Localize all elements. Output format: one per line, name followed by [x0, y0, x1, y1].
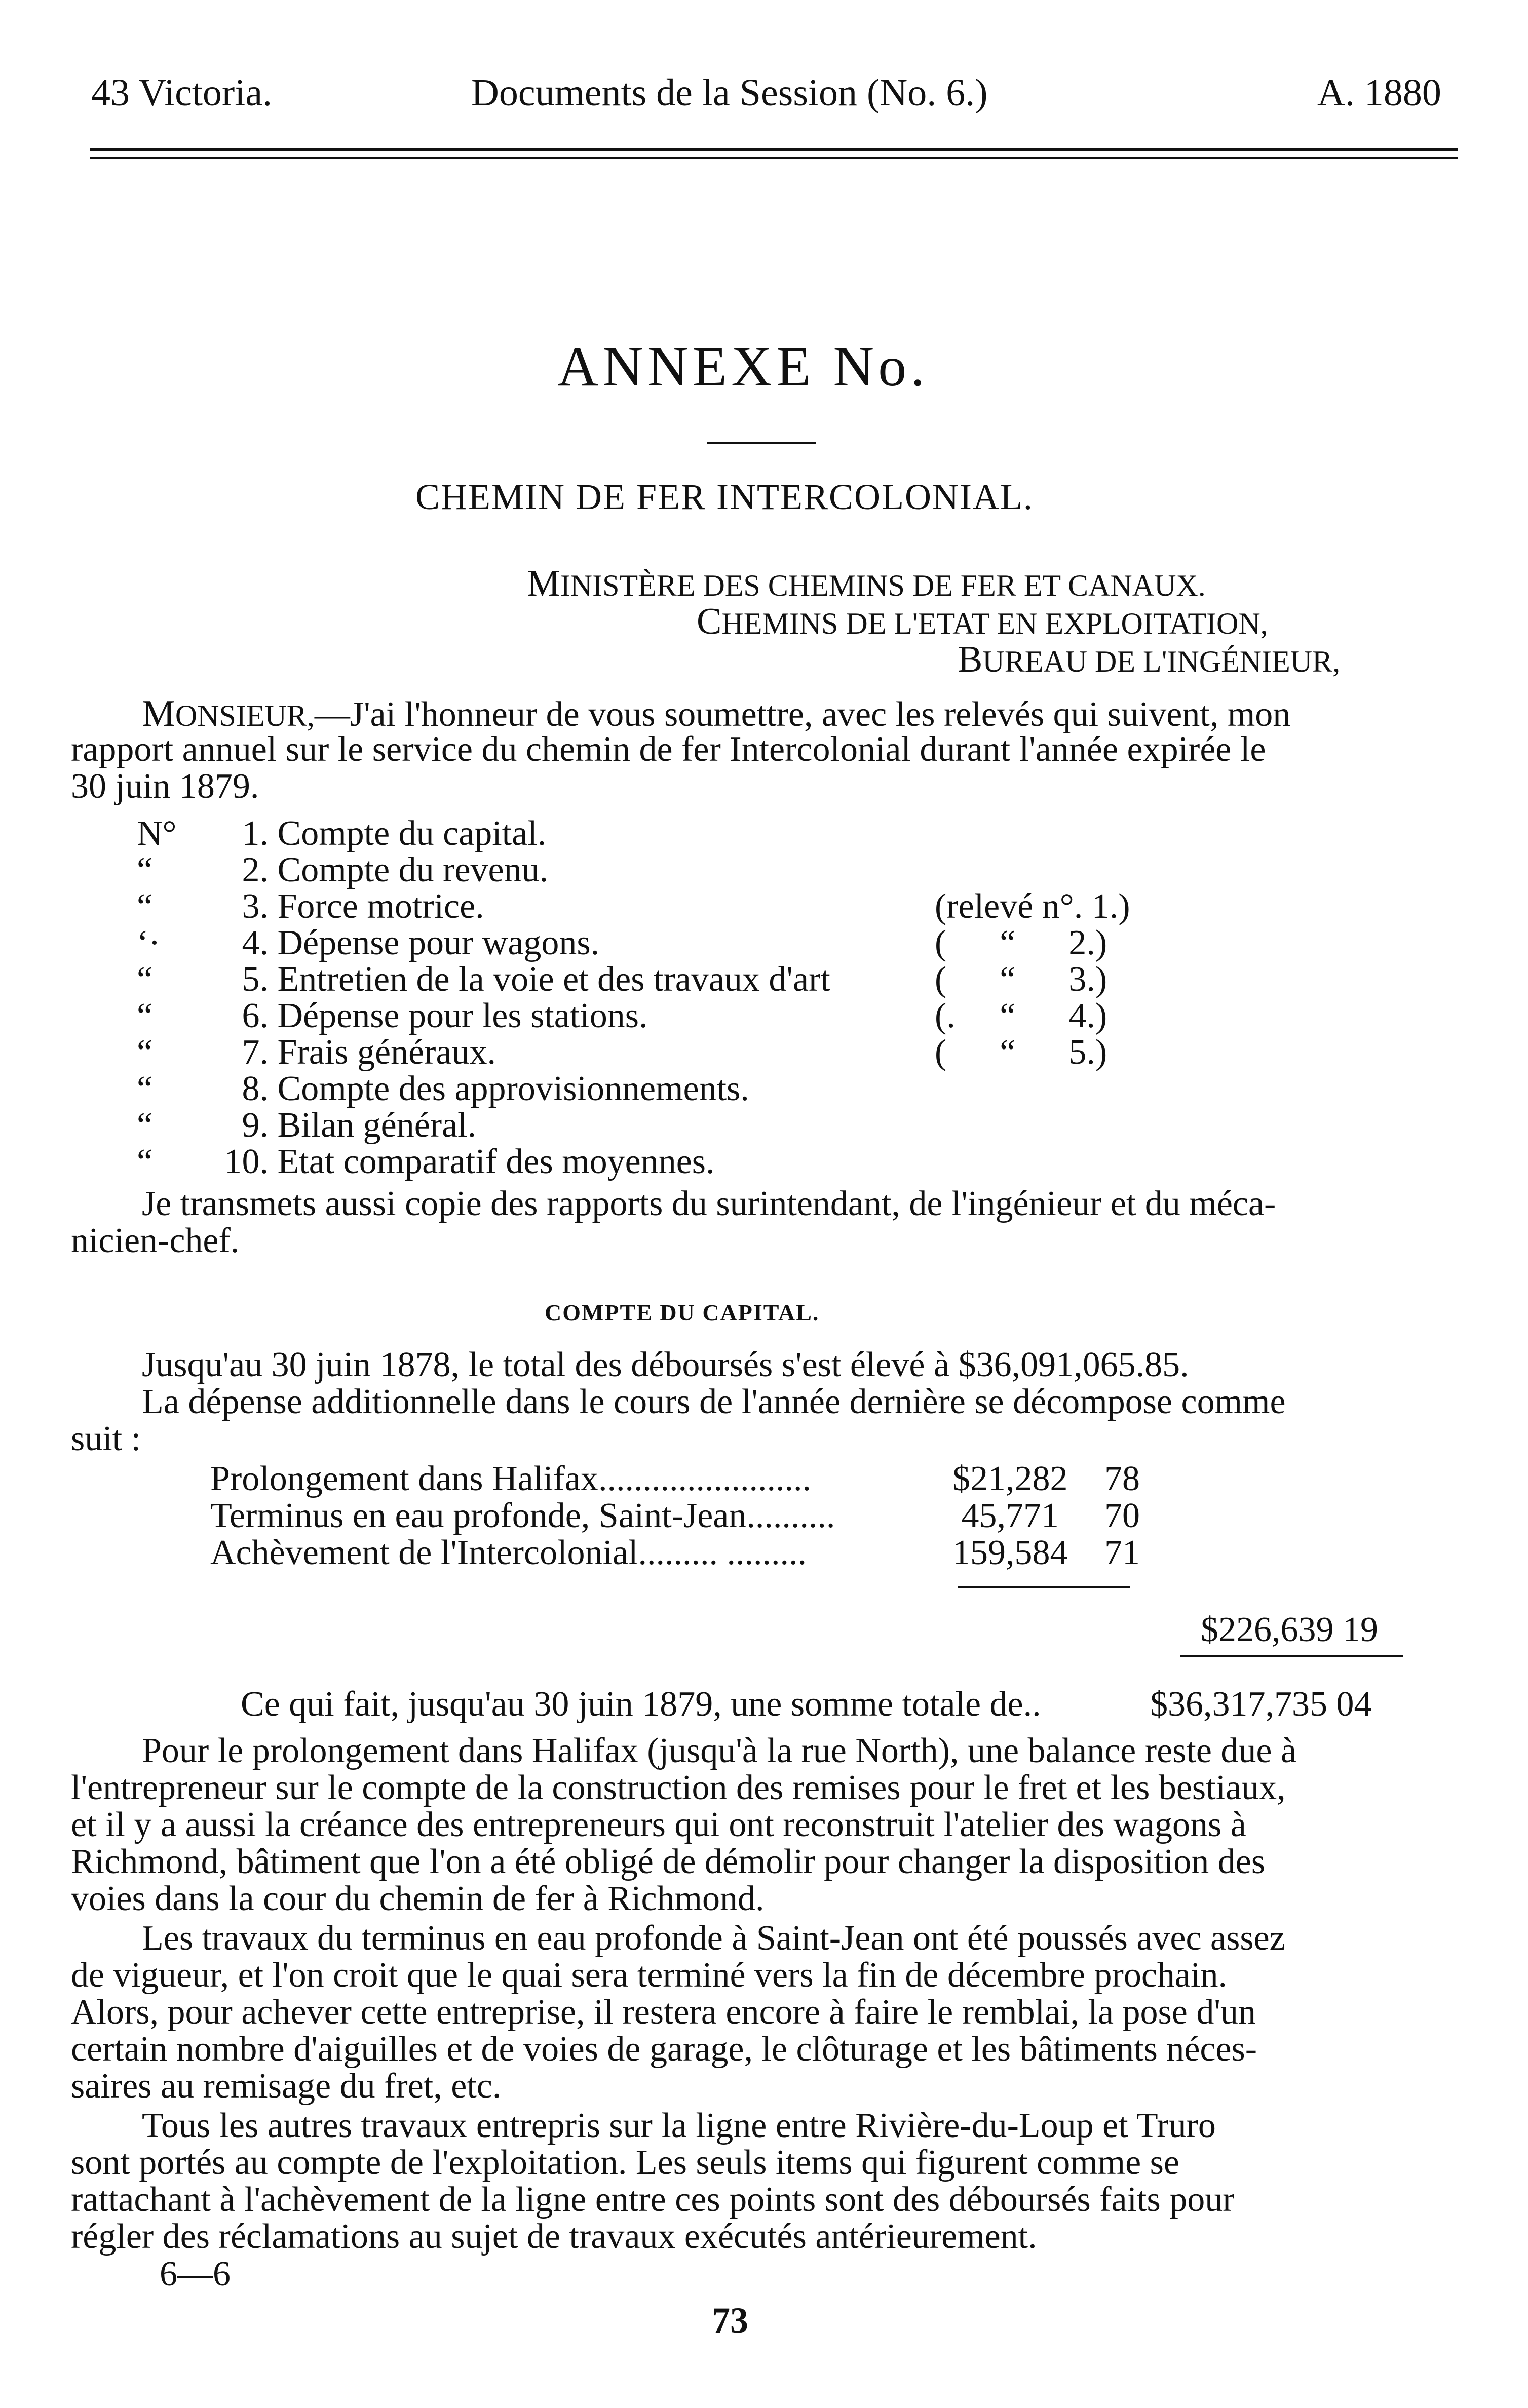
statement-ref: ( “ 2.) [935, 923, 1107, 962]
title-rule [707, 442, 816, 444]
capital-line-1: Jusqu'au 30 juin 1878, le total des déboursés s'est élevé à $36,091,065.85. [142, 1345, 1189, 1384]
list-item: “ 9. Bilan général. [137, 1106, 477, 1145]
state-railways-line: CHEMINS DE L'ETAT EN EXPLOITATION, [697, 601, 1268, 642]
capital-item-cents: 78 [1104, 1459, 1140, 1498]
transmit-line-2: nicien-chef. [71, 1221, 240, 1260]
capital-item: Terminus en eau profonde, Saint-Jean.......... [210, 1496, 835, 1535]
capital-item: Prolongement dans Halifax........................ [210, 1459, 811, 1498]
list-item: “ 5. Entretien de la voie et des travaux d'art [137, 960, 830, 999]
statement-ref: (relevé n°. 1.) [935, 887, 1130, 926]
engineer-office-line: BUREAU DE L'INGÉNIEUR, [958, 639, 1341, 680]
text-line: et il y a aussi la créance des entrepreneurs qui ont reconstruit l'atelier des wagons à [71, 1805, 1246, 1844]
page-number: 73 [712, 2300, 748, 2341]
text-line: Les travaux du terminus en eau profonde à Saint-Jean ont été poussés avec assez [142, 1919, 1285, 1958]
capital-item-cents: 71 [1104, 1533, 1140, 1572]
list-item: ‘· 4. Dépense pour wagons. [137, 923, 600, 962]
intro-line-2: rapport annuel sur le service du chemin de fer Intercolonial durant l'année expirée le [71, 730, 1266, 769]
list-item: “ 10. Etat comparatif des moyennes. [137, 1142, 715, 1181]
list-item: “ 3. Force motrice. [137, 887, 484, 926]
list-item: “ 6. Dépense pour les stations. [137, 996, 648, 1035]
text-line: Pour le prolongement dans Halifax (jusqu'à la rue North), une balance reste due à [142, 1731, 1297, 1770]
list-item: N° 1. Compte du capital. [137, 814, 547, 853]
text-line: saires au remisage du fret, etc. [71, 2067, 502, 2106]
text-line: certain nombre d'aiguilles et de voies de garage, le clôturage et les bâtiments néces- [71, 2030, 1257, 2069]
text-line: sont portés au compte de l'exploitation. Les seuls items qui figurent comme se [71, 2143, 1179, 2182]
capital-summary: Ce qui fait, jusqu'au 30 juin 1879, une somme totale de.. [241, 1685, 1041, 1724]
signature-mark: 6—6 [160, 2255, 231, 2294]
capital-line-2: La dépense additionnelle dans le cours de l'année dernière se décompose comme [142, 1382, 1286, 1421]
text-line: Richmond, bâtiment que l'on a été obligé de démolir pour changer la disposition des [71, 1842, 1266, 1881]
capital-item-dollars: 159,584 [952, 1533, 1068, 1572]
capital-line-3: suit : [71, 1419, 141, 1458]
header-center: Documents de la Session (No. 6.) [471, 71, 988, 114]
capital-item: Achèvement de l'Intercolonial......... ......... [210, 1533, 807, 1572]
railway-heading: CHEMIN DE FER INTERCOLONIAL. [415, 477, 1034, 517]
annex-title: ANNEXE No. [557, 335, 929, 398]
text-line: voies dans la cour du chemin de fer à Richmond. [71, 1879, 765, 1918]
capital-item-cents: 70 [1104, 1496, 1140, 1535]
list-item: “ 8. Compte des approvisionnements. [137, 1069, 749, 1108]
statement-ref: ( “ 5.) [935, 1033, 1107, 1072]
capital-item-dollars: $21,282 [952, 1459, 1068, 1498]
list-item: “ 2. Compte du revenu. [137, 850, 549, 889]
header-rule [90, 148, 1458, 151]
text-line: rattachant à l'achèvement de la ligne entre ces points sont des déboursés faits pour [71, 2180, 1235, 2219]
ministry-line: MINISTÈRE DES CHEMINS DE FER ET CANAUX. [527, 563, 1206, 604]
sum-rule [958, 1586, 1130, 1588]
transmit-line-1: Je transmets aussi copie des rapports du surintendant, de l'ingénieur et du méca- [142, 1184, 1276, 1223]
total-rule [1180, 1655, 1403, 1657]
header-right: A. 1880 [1317, 71, 1441, 114]
statement-ref: (. “ 4.) [935, 996, 1107, 1035]
text-line: Alors, pour achever cette entreprise, il restera encore à faire le remblai, la pose d'un [71, 1993, 1256, 2032]
intro-line-3: 30 juin 1879. [71, 767, 259, 806]
statement-ref: ( “ 3.) [935, 960, 1107, 999]
capital-summary-amount: $36,317,735 04 [1150, 1685, 1372, 1724]
text-line: de vigueur, et l'on croit que le quai sera terminé vers la fin de décembre prochain. [71, 1956, 1227, 1995]
capital-total: $226,639 19 [1201, 1610, 1378, 1649]
text-line: régler des réclamations au sujet de travaux exécutés antérieurement. [71, 2217, 1037, 2256]
header-left: 43 Victoria. [91, 71, 273, 114]
intro-line-1: MONSIEUR,—J'ai l'honneur de vous soumettre, avec les relevés qui suivent, mon [142, 693, 1291, 734]
capital-account-heading: COMPTE DU CAPITAL. [545, 1300, 820, 1326]
text-line: l'entrepreneur sur le compte de la construction des remises pour le fret et les bestiaux, [71, 1768, 1286, 1807]
text-line: Tous les autres travaux entrepris sur la ligne entre Rivière-du-Loup et Truro [142, 2106, 1216, 2145]
capital-item-dollars: 45,771 [961, 1496, 1059, 1535]
header-rule-thin [90, 157, 1458, 159]
list-item: “ 7. Frais généraux. [137, 1033, 496, 1072]
